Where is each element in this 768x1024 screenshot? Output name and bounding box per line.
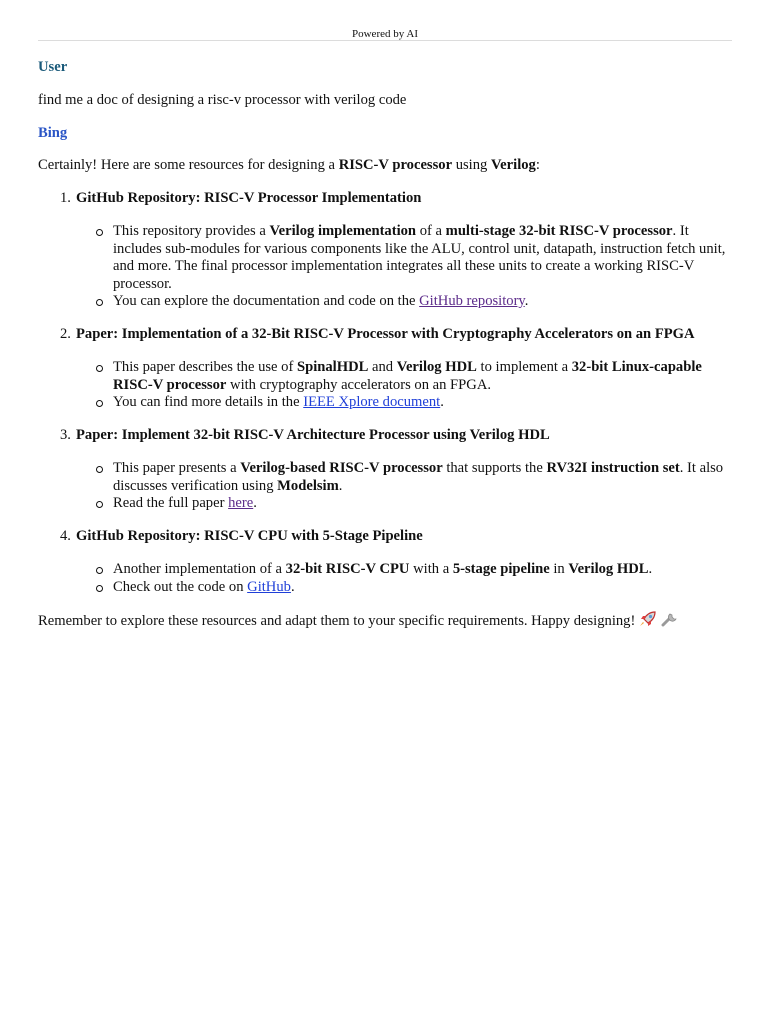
outro-text: Remember to explore these resources and adapt them to your specific requirements. Happy designing!: [38, 613, 636, 629]
intro-text: using: [452, 157, 491, 173]
bot-speaker-label: Bing: [38, 125, 68, 141]
intro-bold: RISC-V processor: [338, 157, 453, 173]
github-code-link[interactable]: GitHub: [247, 578, 291, 595]
bullet-text: of a: [416, 223, 446, 239]
bullet-text: This paper presents a: [113, 460, 241, 476]
bullet-bold: Verilog HDL: [396, 359, 477, 375]
bullet-text: You can explore the documentation and code on the: [113, 293, 420, 309]
resource-bullets: [76, 561, 732, 596]
bullet-text: with cryptography accelerators on an FPGA.: [226, 376, 492, 393]
resource-title: GitHub Repository: RISC-V Processor Implementation: [76, 189, 422, 206]
resource-bullets: [76, 460, 732, 513]
bullet-item: [113, 579, 732, 597]
bullet-item: [113, 561, 732, 579]
bullet-text: .: [253, 495, 257, 511]
resource-bullets: [76, 223, 732, 311]
response-intro: [38, 157, 732, 175]
bullet-item: [113, 394, 732, 412]
resource-title: Paper: Implementation of a 32-Bit RISC-V Processor with Cryptography Accelerators on an FPGA: [76, 325, 695, 342]
bullet-text: .: [338, 477, 343, 494]
bullet-bold: Verilog implementation: [269, 223, 417, 239]
list-number: 3.: [60, 426, 71, 443]
chat-export-page: [38, 0, 732, 629]
bullet-text: You can find more details in the: [113, 394, 304, 410]
wrench-icon: [661, 611, 679, 633]
ieee-xplore-link[interactable]: IEEE Xplore document: [303, 394, 441, 410]
full-paper-link[interactable]: here: [228, 495, 254, 511]
bullet-circle-icon: [96, 400, 103, 407]
bullet-text: .: [290, 578, 295, 595]
intro-bold: Verilog: [490, 157, 536, 173]
powered-by-label: Powered by AI: [352, 28, 418, 40]
bullet-text: This paper describes the use of: [113, 359, 297, 375]
page-header: [38, 0, 732, 41]
bullet-item: [113, 460, 732, 495]
bullet-bold: 5-stage pipeline: [452, 561, 550, 577]
resource-title: Paper: Implement 32-bit RISC-V Architecture Processor using Verilog HDL: [76, 426, 550, 443]
bullet-text: Read the full paper: [113, 495, 229, 511]
bullet-text: . It includes sub-modules for various components like the ALU, control unit, datapath, instruction fetch unit, and more. The final processor implementation integrates all these units to create a working RISC-V processor.: [113, 223, 726, 292]
intro-text: :: [535, 157, 540, 173]
resource-item: [60, 426, 732, 513]
github-repository-link[interactable]: GitHub repository: [419, 293, 525, 309]
bullet-item: [113, 495, 732, 513]
bullet-text: . It also discusses verification using: [113, 460, 724, 494]
bot-response: [38, 157, 732, 633]
bullet-circle-icon: [96, 567, 103, 574]
bullet-circle-icon: [96, 229, 103, 236]
bullet-bold: SpinalHDL: [296, 359, 369, 375]
bullet-text: This repository provides a: [113, 223, 270, 239]
bullet-text: that supports the: [442, 460, 547, 476]
bullet-bold: Verilog HDL: [568, 561, 649, 577]
bullet-text: and: [368, 359, 397, 375]
resource-item: [60, 527, 732, 597]
bullet-circle-icon: [96, 466, 103, 473]
bullet-circle-icon: [96, 299, 103, 306]
rocket-icon: [639, 611, 657, 633]
list-number: 4.: [60, 527, 71, 544]
bullet-bold: multi-stage 32-bit RISC-V processor: [445, 223, 673, 239]
bullet-bold: Modelsim: [277, 477, 339, 494]
bullet-item: [113, 293, 732, 311]
user-message: find me a doc of designing a risc-v processor with verilog code: [38, 92, 407, 108]
resource-title: GitHub Repository: RISC-V CPU with 5-Stage Pipeline: [76, 527, 423, 544]
resource-list: [38, 190, 732, 597]
bullet-bold: Verilog-based RISC-V processor: [240, 460, 443, 476]
resource-item: [60, 189, 732, 311]
intro-text: Certainly! Here are some resources for designing a: [38, 157, 339, 173]
list-number: 2.: [60, 325, 71, 342]
bullet-text: with a: [409, 561, 453, 577]
resource-item: [60, 325, 732, 412]
bullet-item: [113, 359, 732, 394]
bullet-text: Another implementation of a: [113, 561, 286, 577]
user-speaker-label: User: [38, 59, 68, 75]
bullet-text: to implement a: [476, 359, 572, 375]
bullet-bold: RV32I instruction set: [546, 460, 680, 476]
bullet-text: Check out the code on: [113, 578, 248, 595]
bullet-text: .: [648, 561, 653, 577]
bullet-text: in: [549, 561, 569, 577]
response-outro: [38, 611, 732, 633]
bullet-bold: 32-bit Linux-capable RISC-V processor: [113, 359, 702, 393]
bullet-circle-icon: [96, 585, 103, 592]
bullet-bold: 32-bit RISC-V CPU: [285, 561, 410, 577]
bullet-text: .: [524, 293, 529, 309]
list-number: 1.: [60, 189, 71, 206]
bullet-circle-icon: [96, 501, 103, 508]
resource-bullets: [76, 359, 732, 412]
bullet-item: [113, 223, 732, 293]
bullet-text: .: [440, 394, 444, 410]
bullet-circle-icon: [96, 365, 103, 372]
